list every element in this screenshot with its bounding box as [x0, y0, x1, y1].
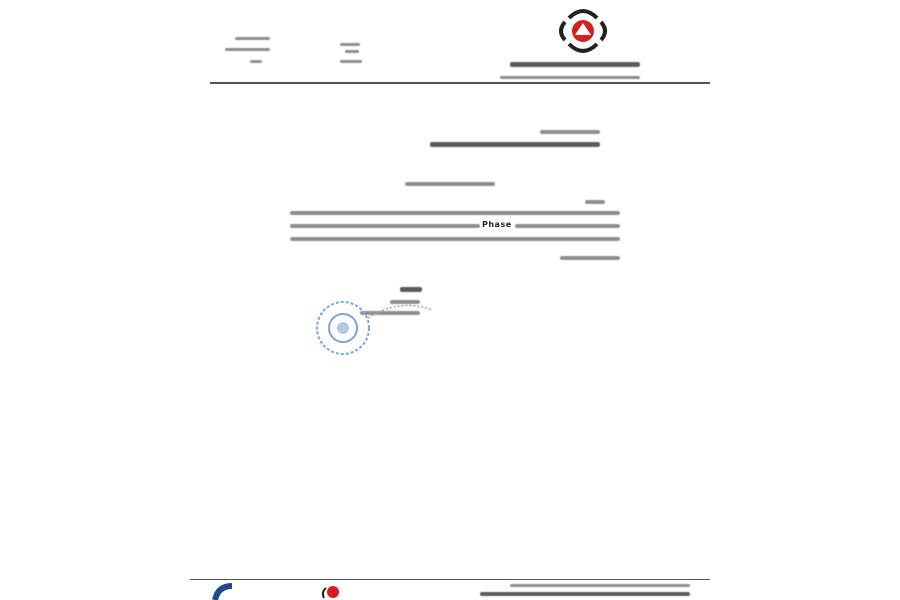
- header-divider: [210, 82, 710, 84]
- salutation: [585, 200, 605, 204]
- addressee: [540, 130, 600, 134]
- footer-logo-center-icon: [318, 584, 348, 600]
- letter-number: [235, 37, 270, 40]
- footer-divider: [190, 579, 710, 580]
- label-date: [345, 50, 359, 53]
- label-number: [340, 43, 360, 46]
- company-name: [510, 62, 640, 67]
- official-stamp-icon: [298, 288, 438, 358]
- body-line-3: [290, 237, 620, 241]
- body-line-1: [290, 211, 620, 215]
- footer-contact: [480, 592, 690, 596]
- subject: [405, 182, 495, 186]
- label-attachment: [340, 60, 362, 63]
- addressee-title: [430, 142, 600, 147]
- body-line-2b: [515, 224, 620, 228]
- body-line-2a: [290, 224, 480, 228]
- body-phase-text: Phase: [482, 220, 512, 229]
- letter-page: [180, 0, 720, 600]
- body-line-4: [560, 256, 620, 260]
- footer-address: [510, 584, 690, 587]
- footer-logo-left-icon: [210, 582, 250, 600]
- company-subtitle: [500, 76, 640, 79]
- letter-attachment: [250, 60, 262, 63]
- letter-date: [225, 48, 270, 51]
- company-logo-icon: [555, 6, 611, 56]
